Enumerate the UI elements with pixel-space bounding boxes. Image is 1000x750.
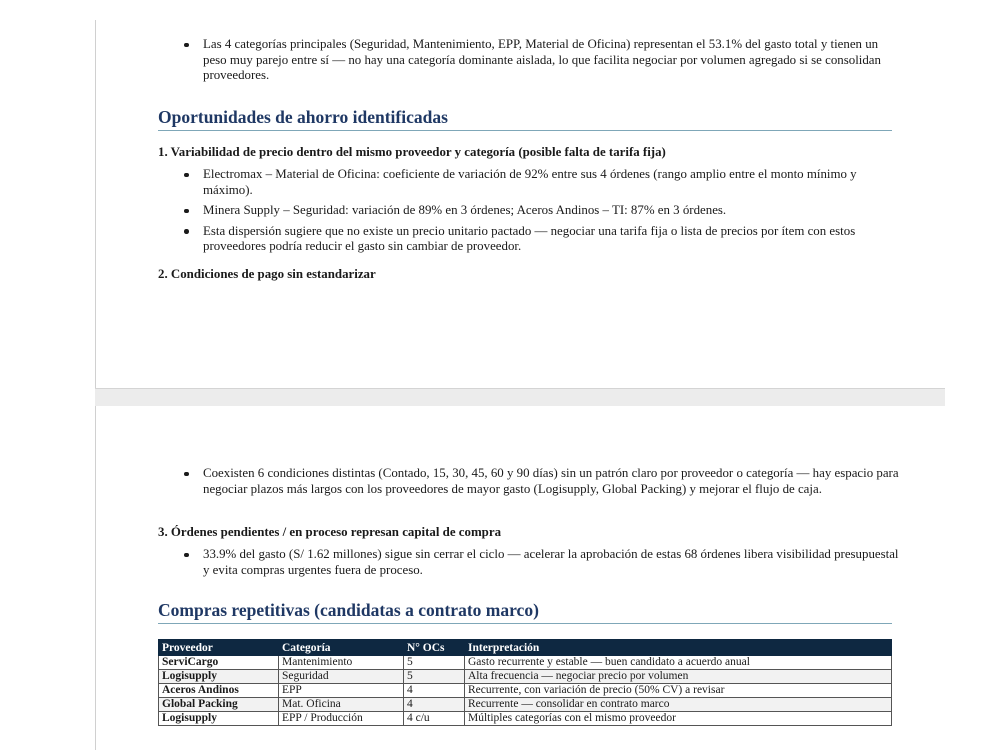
section1-bullet: Electromax – Material de Oficina: coeficiente de variación de 92% entre sus 4 órdenes (rango amplio entre el monto mínimo y máximo).: [153, 167, 903, 198]
table-header-row: [159, 640, 892, 656]
document-page-2: [96, 406, 945, 750]
section2-bullet: Coexisten 6 condiciones distintas (Contado, 15, 30, 45, 60 y 90 días) sin un patrón claro por proveedor o categoría — hay espacio para negociar plazos más largos con los proveedores de mayor gasto (Logisupply, Global Packing) y mejorar el flujo de caja.: [153, 466, 903, 497]
cell-n-ocs: 4: [404, 698, 465, 712]
cell-interpretacion: Alta frecuencia — negociar precio por volumen: [465, 670, 892, 684]
heading-repetitivas: Compras repetitivas (candidatas a contrato marco): [158, 599, 892, 624]
header-n-ocs: N° OCs: [404, 640, 465, 656]
intro-bullet-list: [153, 37, 903, 89]
cell-interpretacion: Recurrente, con variación de precio (50% CV) a revisar: [465, 684, 892, 698]
heading-oportunidades: Oportunidades de ahorro identificadas: [158, 106, 892, 131]
cell-categoria: EPP: [279, 684, 404, 698]
repetitive-purchases-table: [158, 639, 892, 726]
section3-title: 3. Órdenes pendientes / en proceso represan capital de compra: [158, 525, 502, 539]
section3-bullet: 33.9% del gasto (S/ 1.62 millones) sigue sin cerrar el ciclo — acelerar la aprobación de estas 68 órdenes libera visibilidad presupuestal y evita compras urgentes fuera de proceso.: [153, 547, 903, 578]
cell-proveedor: Logisupply: [159, 712, 279, 726]
section2-title: 2. Condiciones de pago sin estandarizar: [158, 267, 376, 281]
cell-proveedor: Aceros Andinos: [159, 684, 279, 698]
section1-title: 1. Variabilidad de precio dentro del mismo proveedor y categoría (posible falta de tarifa fija): [158, 145, 666, 159]
cell-n-ocs: 4 c/u: [404, 712, 465, 726]
document-page-1: [96, 20, 945, 388]
cell-n-ocs: 4: [404, 684, 465, 698]
cell-interpretacion: Recurrente — consolidar en contrato marco: [465, 698, 892, 712]
cell-categoria: EPP / Producción: [279, 712, 404, 726]
header-interpretacion: Interpretación: [465, 640, 892, 656]
header-proveedor: Proveedor: [159, 640, 279, 656]
header-categoria: Categoría: [279, 640, 404, 656]
cell-n-ocs: 5: [404, 656, 465, 670]
cell-interpretacion: Múltiples categorías con el mismo proveedor: [465, 712, 892, 726]
cell-categoria: Mantenimiento: [279, 656, 404, 670]
cell-proveedor: Global Packing: [159, 698, 279, 712]
intro-bullet: Las 4 categorías principales (Seguridad, Mantenimiento, EPP, Material de Oficina) representan el 53.1% del gasto total y tienen un peso muy parejo entre sí — no hay una categoría dominante aislada, lo que facilita negociar por volumen agregado si se consolidan proveedores.: [153, 37, 903, 84]
cell-categoria: Mat. Oficina: [279, 698, 404, 712]
cell-interpretacion: Gasto recurrente y estable — buen candidato a acuerdo anual: [465, 656, 892, 670]
section1-bullet-list: [153, 167, 903, 260]
section3-bullet-list: [153, 547, 903, 583]
table-row: [159, 684, 892, 698]
cell-categoria: Seguridad: [279, 670, 404, 684]
cell-proveedor: ServiCargo: [159, 656, 279, 670]
table-row: [159, 698, 892, 712]
cell-n-ocs: 5: [404, 670, 465, 684]
section2-bullet-list: [153, 466, 903, 502]
page-gap: [95, 388, 945, 407]
cell-proveedor: Logisupply: [159, 670, 279, 684]
table-row: [159, 670, 892, 684]
section1-bullet: Esta dispersión sugiere que no existe un precio unitario pactado — negociar una tarifa fija o lista de precios por ítem con estos proveedores podría reducir el gasto sin cambiar de proveedor.: [153, 224, 903, 255]
table-row: [159, 712, 892, 726]
table-row: [159, 656, 892, 670]
section1-bullet: Minera Supply – Seguridad: variación de 89% en 3 órdenes; Aceros Andinos – TI: 87% en 3 órdenes.: [153, 203, 903, 219]
